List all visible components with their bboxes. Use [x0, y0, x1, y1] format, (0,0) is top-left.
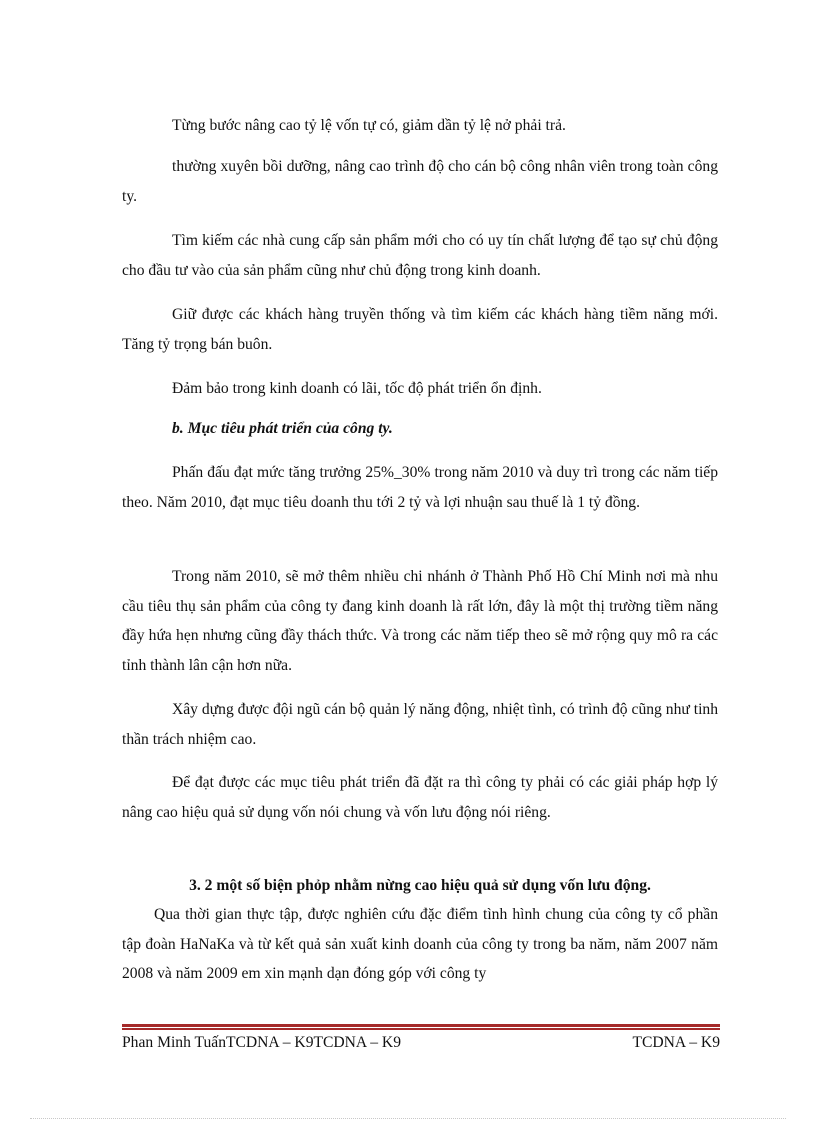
footer-author: Phan Minh TuấnTCDNA – K9TCDNA – K9 [122, 1034, 401, 1051]
paragraph-internship: Qua thời gian thực tập, được nghiên cứu đặc điểm tình hình chung của công ty cổ phần tập đoàn HaNaKa và từ kết quả sản xuất kinh doanh của công ty trong ba năm, năm 2007 năm 2008 và năm 2009 em xin mạnh dạn đóng góp với công ty [122, 906, 718, 982]
paragraph-solutions: Để đạt được các mục tiêu phát triển đã đặt ra thì công ty phải có các giải pháp hợp lý nâng cao hiệu quả sử dụng vốn nói chung và vốn lưu động nói riêng. [122, 774, 718, 821]
section-heading-3-2: 3. 2 một số biện phỏp nhằm nừng cao hiệu quả sử dụng vốn lưu động. [189, 877, 651, 894]
footer-divider [122, 1024, 720, 1030]
footer-class-code: TCDNA – K9 [632, 1034, 720, 1051]
page-edge-dotted-line [30, 1118, 786, 1119]
paragraph-profit-stability: Đảm bảo trong kinh doanh có lãi, tốc độ phát triển ổn định. [172, 380, 542, 397]
section-heading-development-goals: b. Mục tiêu phát triển của công ty. [172, 420, 393, 437]
paragraph-equity-ratio: Từng bước nâng cao tỷ lệ vốn tự có, giảm dần tỷ lệ nở phải trả. [172, 117, 566, 134]
paragraph-growth-target: Phấn đấu đạt mức tăng trưởng 25%_30% trong năm 2010 và duy trì trong các năm tiếp theo. Năm 2010, đạt mục tiêu doanh thu tới 2 tỷ và lợi nhuận sau thuế là 1 tỷ đồng. [122, 464, 718, 511]
paragraph-customers: Giữ được các khách hàng truyền thống và tìm kiếm các khách hàng tiềm năng mới. Tăng tỷ trọng bán buôn. [122, 306, 718, 353]
paragraph-staff-training: thường xuyên bồi dưỡng, nâng cao trình độ cho cán bộ công nhân viên trong toàn công ty. [122, 158, 718, 205]
paragraph-new-suppliers: Tìm kiếm các nhà cung cấp sản phẩm mới cho có uy tín chất lượng để tạo sự chủ động cho đầu tư vào của sản phẩm cũng như chủ động trong kinh doanh. [122, 232, 718, 279]
paragraph-management-team: Xây dựng được đội ngũ cán bộ quản lý năng động, nhiệt tình, có trình độ cũng như tinh thần trách nhiệm cao. [122, 701, 718, 748]
paragraph-new-branches: Trong năm 2010, sẽ mở thêm nhiều chi nhánh ở Thành Phố Hồ Chí Minh nơi mà nhu cầu tiêu thụ sản phẩm của công ty đang kinh doanh là rất lớn, đây là một thị trường tiềm năng đầy hứa hẹn nhưng cũng đầy thách thức. Và trong các năm tiếp theo sẽ mở rộng quy mô ra các tỉnh thành lân cận hơn nữa. [122, 568, 718, 674]
